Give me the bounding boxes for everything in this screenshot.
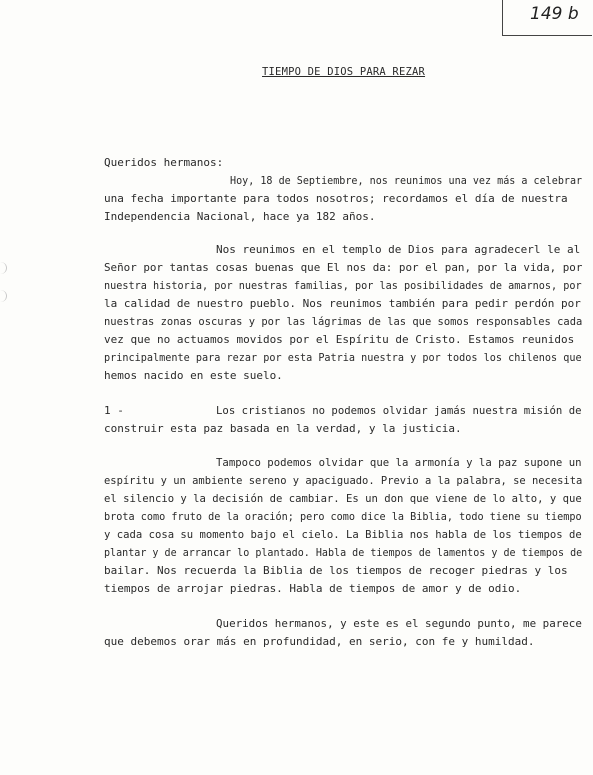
text-line: espíritu y un ambiente sereno y apaciguado. Previo a la palabra, se necesita — [104, 474, 583, 487]
text-line: nuestra historia, por nuestras familias, por las posibilidades de amarnos, por — [104, 279, 582, 292]
text-line: vez que no actuamos movidos por el Espíritu de Cristo. Estamos reunidos — [104, 333, 575, 346]
text-line: una fecha importante para todos nosotros; recordamos el día de nuestra — [104, 192, 568, 205]
text-line: Tampoco podemos olvidar que la armonía y la paz supone un — [216, 456, 582, 469]
punch-hole-mark — [0, 262, 7, 274]
text-line: nuestras zonas oscuras y por las lágrimas de las que somos responsables cada — [104, 315, 583, 328]
punch-hole-mark — [0, 290, 7, 302]
text-line: construir esta paz basada en la verdad, y la justicia. — [104, 422, 462, 435]
text-line: plantar y de arrancar lo plantado. Habla de tiempos de lamentos y de tiempos de — [104, 546, 583, 559]
page-number: 149 b — [530, 4, 579, 24]
text-line: que debemos orar más en profundidad, en serio, con fe y humildad. — [104, 635, 535, 648]
document-title: TIEMPO DE DIOS PARA REZAR — [262, 66, 426, 78]
text-line: Hoy, 18 de Septiembre, nos reunimos una vez más a celebrar — [230, 174, 583, 187]
text-line: bailar. Nos recuerda la Biblia de los tiempos de recoger piedras y los — [104, 564, 568, 577]
text-line: Nos reunimos en el templo de Dios para agradecerl le al — [216, 243, 581, 256]
text-line: y cada cosa su momento bajo el cielo. La Biblia nos habla de los tiempos de — [104, 528, 582, 541]
text-line: la calidad de nuestro pueblo. Nos reunimos también para pedir perdón por — [104, 297, 581, 310]
text-line: el silencio y la decisión de cambiar. Es un don que viene de lo alto, y que — [104, 492, 582, 505]
text-line: tiempos de arrojar piedras. Habla de tiempos de amor y de odio. — [104, 582, 522, 595]
text-line: Los cristianos no podemos olvidar jamás nuestra misión de — [216, 404, 582, 417]
point-number: 1 - — [104, 404, 124, 417]
text-line: hemos nacido en este suelo. — [104, 369, 283, 382]
salutation: Queridos hermanos: — [104, 156, 224, 169]
text-line: brota como fruto de la oración; pero como dice la Biblia, todo tiene su tiempo — [104, 510, 582, 523]
text-line: principalmente para rezar por esta Patria nuestra y por todos los chilenos que — [104, 351, 582, 364]
text-line: Independencia Nacional, hace ya 182 años. — [104, 210, 376, 223]
text-line: Queridos hermanos, y este es el segundo punto, me parece — [216, 617, 582, 630]
text-line: Señor por tantas cosas buenas que El nos da: por el pan, por la vida, por — [104, 261, 583, 274]
